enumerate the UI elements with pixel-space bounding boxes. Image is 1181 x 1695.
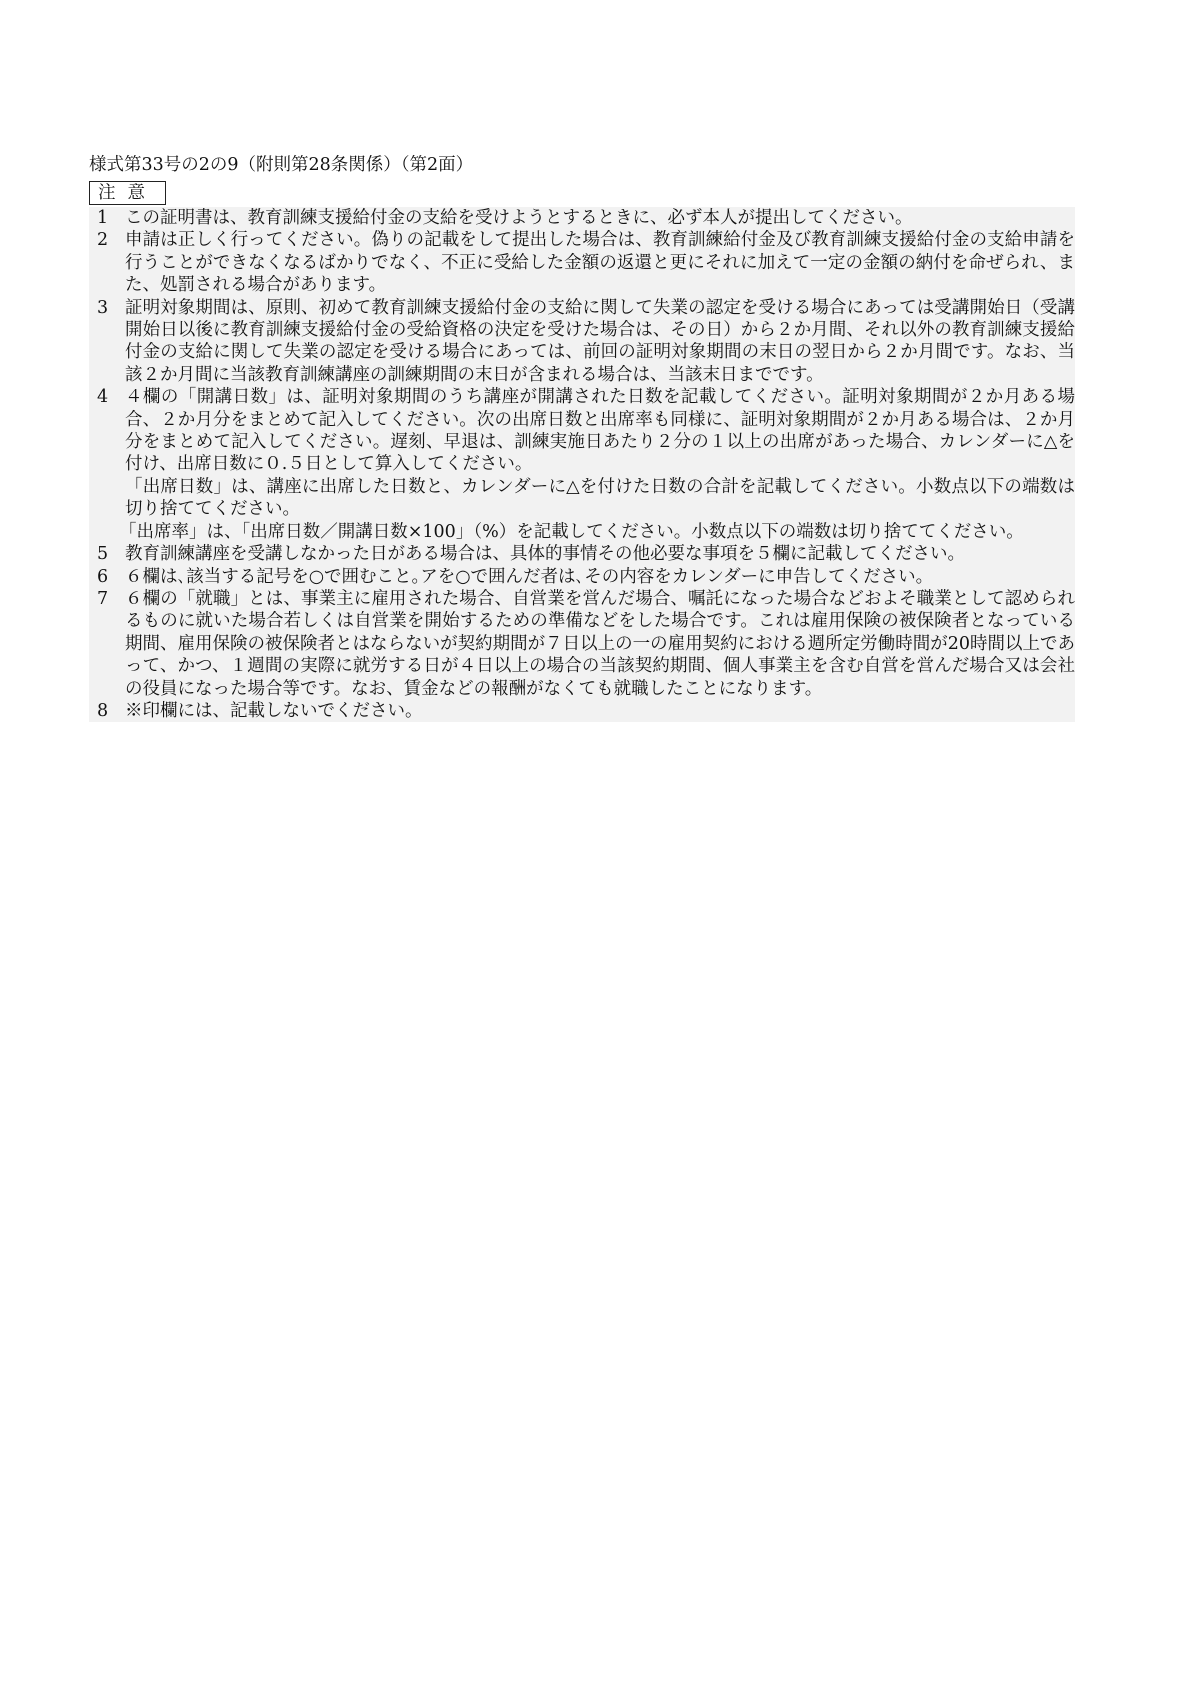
note-body: [125, 588, 1075, 700]
note-text: 教育訓練講座を受講しなかった日がある場合は、具体的事情その他必要な事項を５欄に記載してください。: [125, 544, 965, 565]
note-text: ６欄は､該当する記号を○で囲むこと｡アを○で囲んだ者は､その内容をカレンダーに申告してください。: [125, 566, 934, 587]
note-number: 2: [97, 230, 109, 251]
note-text-attendance-rate: 「出席率」は、「出席日数／開講日数×100」（%）を記載してください。小数点以下の端数は切り捨ててください。: [119, 521, 1024, 542]
form-document: [89, 153, 1075, 722]
note-body: [125, 566, 1075, 588]
note-number: 5: [97, 544, 109, 565]
note-item-6: [93, 566, 1075, 588]
note-item-5: [93, 543, 1075, 565]
note-number: 7: [97, 588, 109, 609]
note-number: 8: [97, 700, 109, 721]
note-text: 申請は正しく行ってください。偽りの記載をして提出した場合は、教育訓練給付金及び教育訓練支援給付金の支給申請を行うことができなくなるばかりでなく、不正に受給した金額の返還と更にそれに加えて一定の金額の納付を命ぜられ、また、処罰される場合があります。: [125, 230, 1075, 296]
note-body: [119, 386, 1075, 543]
note-body: [125, 543, 1075, 565]
notes-list: [89, 207, 1075, 722]
note-number: 1: [97, 208, 109, 228]
note-text: この証明書は、教育訓練支援給付金の支給を受けようとするときに、必ず本人が提出してください。: [125, 208, 913, 228]
note-body: [125, 207, 1075, 229]
note-body: [125, 297, 1075, 387]
note-item-2: [93, 229, 1075, 296]
note-body: [125, 700, 1075, 722]
note-number: 6: [97, 566, 109, 587]
note-text: 証明対象期間は、原則、初めて教育訓練支援給付金の支給に関して失業の認定を受ける場合にあっては受講開始日（受講開始日以後に教育訓練支援給付金の受給資格の決定を受けた場合は、その日）から２か月間、それ以外の教育訓練支援給付金の支給に関して失業の認定を受ける場合にあっては、前回の証明対象期間の末日の翌日から２か月間です。なお、当該２か月間に当該教育訓練講座の訓練期間の末日が含まれる場合は、当該末日までです。: [125, 297, 1075, 385]
note-item-3: [93, 297, 1075, 387]
form-title: 様式第33号の2の9（附則第28条関係）（第2面）: [89, 155, 474, 175]
note-item-4: [93, 386, 1075, 543]
note-item-1: [93, 207, 1075, 229]
note-text: ６欄の「就職」とは、事業主に雇用された場合、自営業を営んだ場合、嘱託になった場合などおよそ職業として認められるものに就いた場合若しくは自営業を開始するための準備などをした場合です。これは雇用保険の被保険者となっている期間、雇用保険の被保険者とはならないが契約期間が７日以上の一の雇用契約における週所定労働時間が20時間以上であって、かつ、１週間の実際に就労する日が４日以上の場合の当該契約期間、個人事業主を含む自営を営んだ場合又は会社の役員になった場合等です。なお、賃金などの報酬がなくても就職したことになります。: [125, 588, 1075, 699]
notice-heading: 注意: [89, 181, 166, 205]
note-text-attendance-days: 「出席日数」は、講座に出席した日数と、カレンダーに△を付けた日数の合計を記載してください。小数点以下の端数は切り捨ててください。: [125, 476, 1075, 520]
note-item-7: [93, 588, 1075, 700]
note-text: ４欄の「開講日数」は、証明対象期間のうち講座が開講された日数を記載してください。証明対象期間が２か月ある場合、２か月分をまとめて記入してください。次の出席日数と出席率も同様に、証明対象期間が２か月ある場合は、２か月分をまとめて記入してください。遅刻、早退は、訓練実施日あたり２分の１以上の出席があった場合、カレンダーに△を付け、出席日数に０.５日として算入してください。: [125, 387, 1075, 475]
note-number: 3: [97, 297, 109, 318]
note-text: ※印欄には、記載しないでください。: [125, 700, 423, 721]
note-item-8: [93, 700, 1075, 722]
note-number: 4: [97, 387, 109, 408]
note-body: [125, 229, 1075, 296]
